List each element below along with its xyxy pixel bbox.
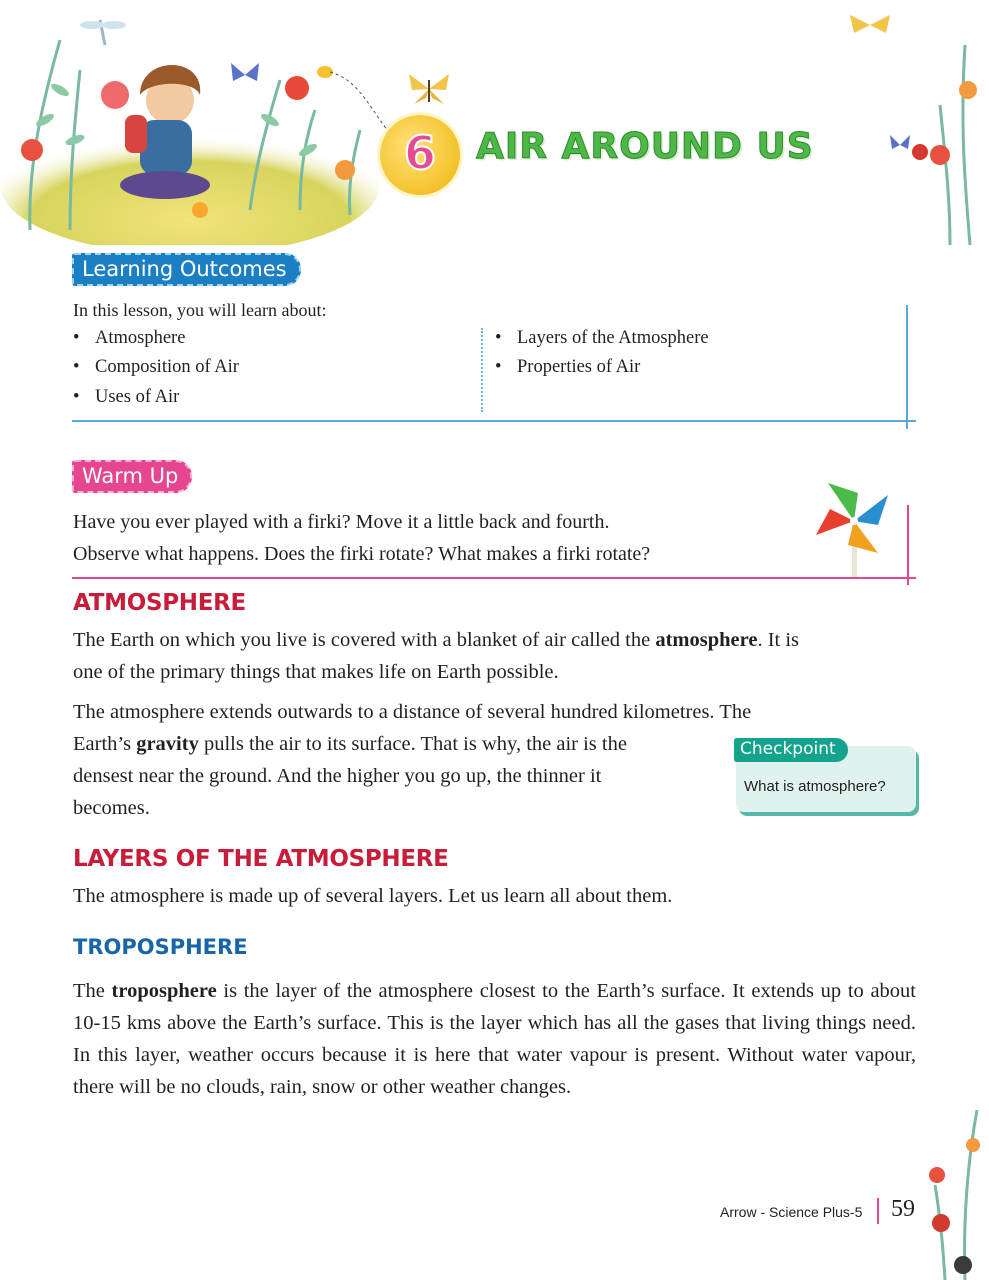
footer-book-title: Arrow - Science Plus-5 [720, 1204, 863, 1220]
corner-flowers-right [840, 15, 989, 245]
outcome-item-uses: • Uses of Air [73, 387, 179, 408]
heading-troposphere: TROPOSPHERE [73, 935, 248, 959]
outcome-item-layers: • Layers of the Atmosphere [495, 328, 709, 349]
warm-up-tag: Warm Up [72, 460, 192, 493]
checkpoint-question: What is atmosphere? [744, 778, 886, 795]
warm-up-side-rule [907, 505, 909, 585]
learning-outcomes-intro: In this lesson, you will learn about: [73, 300, 327, 320]
outcomes-bottom-rule [72, 420, 916, 422]
term-troposphere: troposphere [111, 980, 217, 1002]
atmosphere-paragraph-2: The atmosphere extends outwards to a distance of several hundred kilometres. The Earth’s gravity pulls the air to its surface. That is why, the air is the densest near the ground. And the higher you go up, the thinner it becomes. [73, 701, 752, 819]
corner-flowers-bottom [915, 1105, 989, 1280]
warm-up-line-1: Have you ever played with a firki? Move it a little back and fourth. [73, 511, 610, 533]
outcome-item-composition: • Composition of Air [73, 357, 239, 378]
checkpoint-tag: Checkpoint [734, 738, 848, 762]
footer-separator [877, 1198, 879, 1224]
chapter-title: AIR AROUND US [476, 126, 814, 167]
term-atmosphere: atmosphere [655, 629, 758, 651]
warm-up-line-2: Observe what happens. Does the firki rotate? What makes a firki rotate? [73, 543, 651, 565]
term-gravity: gravity [136, 733, 199, 755]
heading-atmosphere: ATMOSPHERE [73, 590, 246, 616]
header-illustration [0, 0, 400, 245]
troposphere-paragraph: The troposphere is the layer of the atmosphere closest to the Earth’s surface. It extends up to about 10-15 kms above the Earth’s surface. This is the layer which has all the gases that living things need. In this layer, weather occurs because it is here that water vapour is present. Without water vapour, there will be no clouds, rain, snow or other weather changes. [73, 980, 916, 1098]
pinwheel-icon [808, 473, 892, 579]
outcome-item-atmosphere: • Atmosphere [73, 328, 185, 349]
learning-outcomes-tag: Learning Outcomes [72, 253, 301, 286]
butterfly-icon [404, 68, 454, 110]
heading-layers: LAYERS OF THE ATMOSPHERE [73, 846, 449, 872]
outcomes-column-divider [481, 328, 483, 412]
atmosphere-paragraph-1: The Earth on which you live is covered with a blanket of air called the atmosphere. It is one of the primary things that makes life on Earth possible. [73, 629, 800, 683]
chapter-number: 6 [403, 126, 436, 180]
page-number: 59 [891, 1196, 915, 1222]
warm-up-bottom-rule [72, 577, 916, 579]
warm-up-text [73, 506, 793, 570]
layers-intro: The atmosphere is made up of several layers. Let us learn all about them. [73, 885, 673, 907]
outcome-item-properties: • Properties of Air [495, 357, 640, 378]
outcomes-side-rule [906, 305, 908, 429]
